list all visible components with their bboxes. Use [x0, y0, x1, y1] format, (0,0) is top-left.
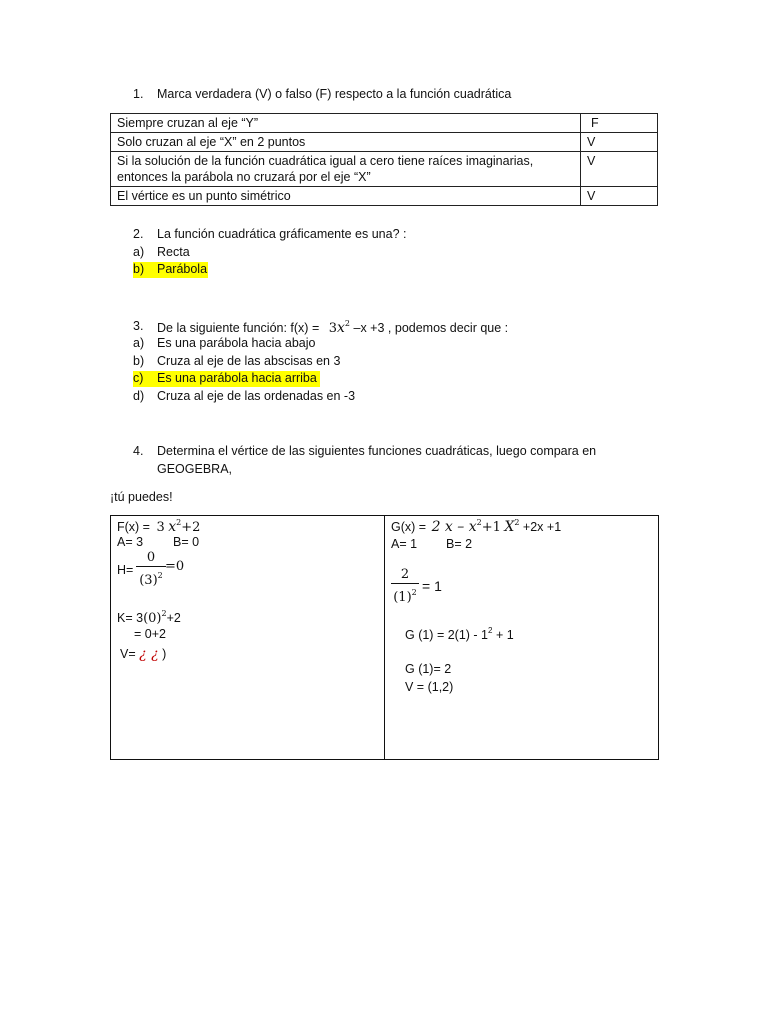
q3-option-b: Cruza al eje de las abscisas en 3: [157, 354, 341, 368]
q2-option-a-letter: a): [133, 245, 145, 259]
v-label: V=: [120, 647, 136, 661]
g-exp1: 2: [476, 518, 482, 527]
k-prefix: K= 3: [117, 611, 144, 625]
k-exp: 2: [161, 609, 167, 618]
q3-text-after: , podemos decir que :: [387, 321, 509, 335]
table-cell-answer: V: [581, 152, 658, 187]
q3-text-before: De la siguiente función: f(x) =: [157, 321, 320, 335]
statement-line-2: entonces la parábola no cruzará por el eje “X”: [117, 170, 371, 184]
vertex-fraction: [391, 567, 419, 607]
g1-exp: 2: [488, 626, 493, 635]
vertex-fraction-numerator: 2: [400, 567, 410, 582]
k-suffix: +2: [166, 611, 181, 625]
left-a-value: A= 3: [117, 535, 144, 549]
f-label: F(x) =: [117, 520, 150, 534]
q3-option-c: Es una parábola hacia arriba: [157, 371, 317, 385]
h-label: H=: [117, 563, 134, 577]
q2-option-b: Parábola: [157, 262, 208, 276]
table-cell-statement: El vértice es un punto simétrico: [111, 187, 581, 206]
table-row: [111, 152, 658, 187]
right-b-value: B= 2: [446, 537, 473, 551]
h-fraction: [136, 550, 166, 590]
left-b-value: B= 0: [173, 535, 200, 549]
table-cell-statement: Siempre cruzan al eje “Y”: [111, 114, 581, 133]
table-cell-answer: V: [581, 133, 658, 152]
true-false-table: [110, 113, 658, 206]
k-paren: (0): [143, 611, 162, 626]
encouragement-text: ¡tú puedes!: [110, 490, 173, 504]
right-a-value: A= 1: [391, 537, 418, 551]
h-den-base: (3): [139, 573, 158, 588]
v-close: ): [162, 647, 167, 661]
table-cell-answer: V: [581, 187, 658, 206]
g-definition: [391, 518, 561, 535]
k-line: [117, 609, 181, 626]
q3-question: [157, 319, 508, 336]
q3-formula-rest: –x +3: [353, 321, 385, 335]
g-mid: +1: [481, 520, 501, 535]
h-denominator: [136, 566, 166, 590]
vertex-result: V = (1,2): [405, 680, 454, 694]
table-cell-statement: [111, 152, 581, 187]
table-cell-statement: Solo cruzan al eje “X” en 2 puntos: [111, 133, 581, 152]
q4-text-line1: Determina el vértice de las siguientes funciones cuadráticas, luego compara en: [157, 444, 597, 458]
f-var: x: [168, 519, 177, 535]
g1-result: G (1)= 2: [405, 662, 452, 676]
q3-option-d-letter: d): [133, 389, 145, 403]
h-den-exp: 2: [157, 571, 163, 580]
q4-text-line2: GEOGEBRA,: [157, 462, 233, 476]
q2-option-b-letter: b): [133, 262, 145, 276]
q1-text: Marca verdadera (V) o falso (F) respecto a la función cuadrática: [157, 87, 512, 101]
f-definition: [117, 518, 200, 535]
q3-number: 3.: [133, 319, 144, 333]
h-numerator: 0: [146, 550, 156, 565]
vertex-fraction-result: = 1: [422, 578, 442, 594]
g-label: G(x) =: [391, 520, 427, 534]
g1-line: [405, 626, 514, 642]
g1-expr: G (1) = 2(1) - 1: [405, 628, 489, 642]
q2-text: La función cuadrática gráficamente es una? :: [157, 227, 407, 241]
table-row: [111, 133, 658, 152]
q3-option-b-letter: b): [133, 354, 145, 368]
statement-line-1: Si la solución de la función cuadrática igual a cero tiene raíces imaginarias,: [117, 154, 534, 168]
q4-number: 4.: [133, 444, 144, 458]
table-row: [111, 187, 658, 206]
q3-option-c-letter: c): [133, 371, 144, 385]
k-line2: = 0+2: [134, 627, 166, 641]
q1-number: 1.: [133, 87, 144, 101]
g-expr: 2 x – x: [431, 519, 477, 535]
q3-option-d: Cruza al eje de las ordenadas en -3: [157, 389, 356, 403]
q2-option-a: Recta: [157, 245, 190, 259]
q3-formula-exp: 2: [344, 319, 351, 328]
g1-tail: + 1: [492, 628, 514, 642]
vertex-den-exp: 2: [411, 588, 417, 597]
vertex-fraction-denominator: [391, 583, 419, 607]
v-line: [120, 646, 166, 662]
vertex-den-base: (1): [393, 590, 412, 605]
f-exp: 2: [176, 518, 182, 527]
q3-option-a: Es una parábola hacia abajo: [157, 336, 316, 350]
v-marks: ¿ ¿: [139, 646, 159, 662]
q2-number: 2.: [133, 227, 144, 241]
q3-formula-var: x: [337, 320, 345, 336]
g-exp2: 2: [514, 518, 520, 527]
g-tail: +2x +1: [522, 520, 562, 534]
f-rest: +2: [181, 520, 201, 535]
g-X: X: [504, 519, 515, 535]
h-result: =0: [165, 559, 185, 574]
q3-formula-coef: 3: [328, 321, 338, 336]
table-row: [111, 114, 658, 133]
table-cell-answer: F: [581, 114, 658, 133]
q3-option-a-letter: a): [133, 336, 145, 350]
f-coef: 3: [156, 520, 165, 535]
